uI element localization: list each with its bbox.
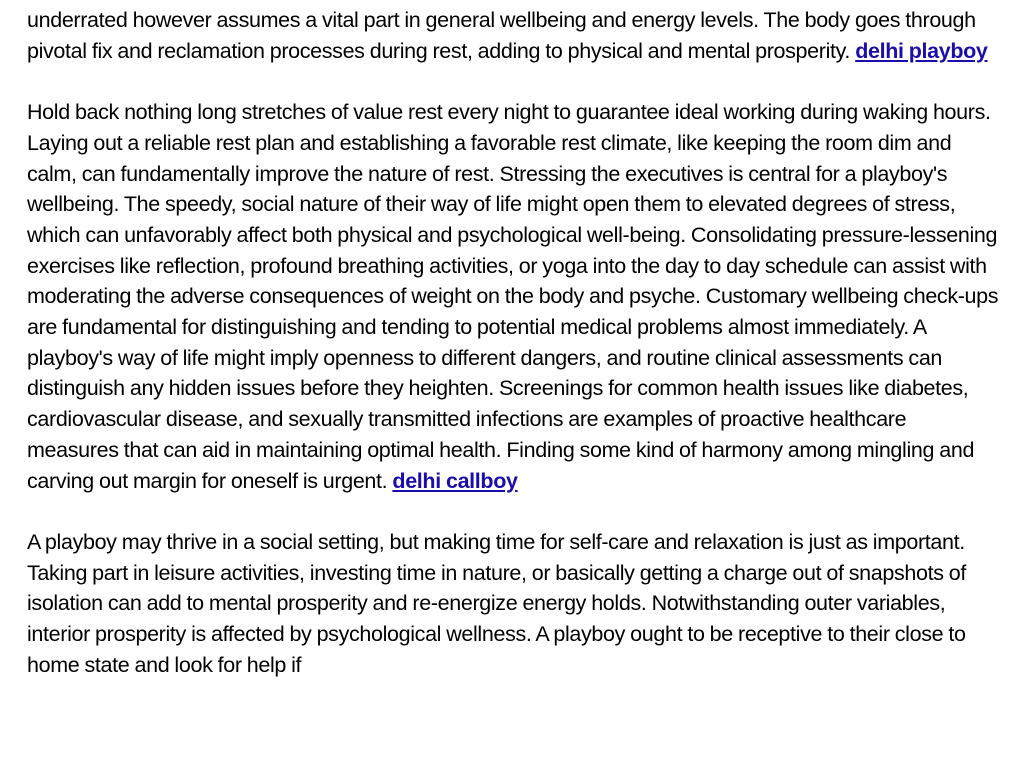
- paragraph-text: Hold back nothing long stretches of value rest every night to guarantee ideal working during waking hours. Laying out a reliable rest plan and establishing a favorable rest climate, like keeping the room dim and calm, can fundamentally improve the nature of rest. Stressing the executives is central for a playboy's wellbeing. The speedy, social nature of their way of life might open them to elevated degrees of stress, which can unfavorably affect both physical and psychological well-being. Consolidating pressure-lessening exercises like reflection, profound breathing activities, or yoga into the day to day schedule can assist with moderating the adverse consequences of weight on the body and psyche. Customary wellbeing check-ups are fundamental for distinguishing and tending to potential medical problems almost immediately. A playboy's way of life might imply openness to different dangers, and routine clinical assessments can distinguish any hidden issues before they heighten. Screenings for common health issues like diabetes, cardiovascular disease, and sexually transmitted infections are examples of proactive healthcare measures that can aid in maintaining optimal health. Finding some kind of harmony among mingling and carving out margin for oneself is urgent.: [27, 100, 999, 493]
- paragraph-text: A playboy may thrive in a social setting, but making time for self-care and relaxation is just as important. Taking part in leisure activities, investing time in nature, or basically getting a charge out of snapshots of isolation can add to mental prosperity and re-energize energy holds. Notwithstanding outer variables, interior prosperity is affected by psychological wellness. A playboy ought to be receptive to their close to home state and look for help if: [27, 529, 966, 677]
- document-body: [27, 5, 1002, 711]
- paragraph-text: underrated however assumes a vital part in general wellbeing and energy levels. The body goes through pivotal fix and reclamation processes during rest, adding to physical and mental prosperity.: [27, 8, 976, 63]
- paragraph-sleep: [27, 5, 1002, 66]
- paragraph-self-care: [27, 527, 1002, 681]
- delhi-playboy-link[interactable]: delhi playboy: [855, 38, 988, 63]
- paragraph-rest-and-health: [27, 97, 1002, 496]
- delhi-callboy-link[interactable]: delhi callboy: [392, 468, 518, 493]
